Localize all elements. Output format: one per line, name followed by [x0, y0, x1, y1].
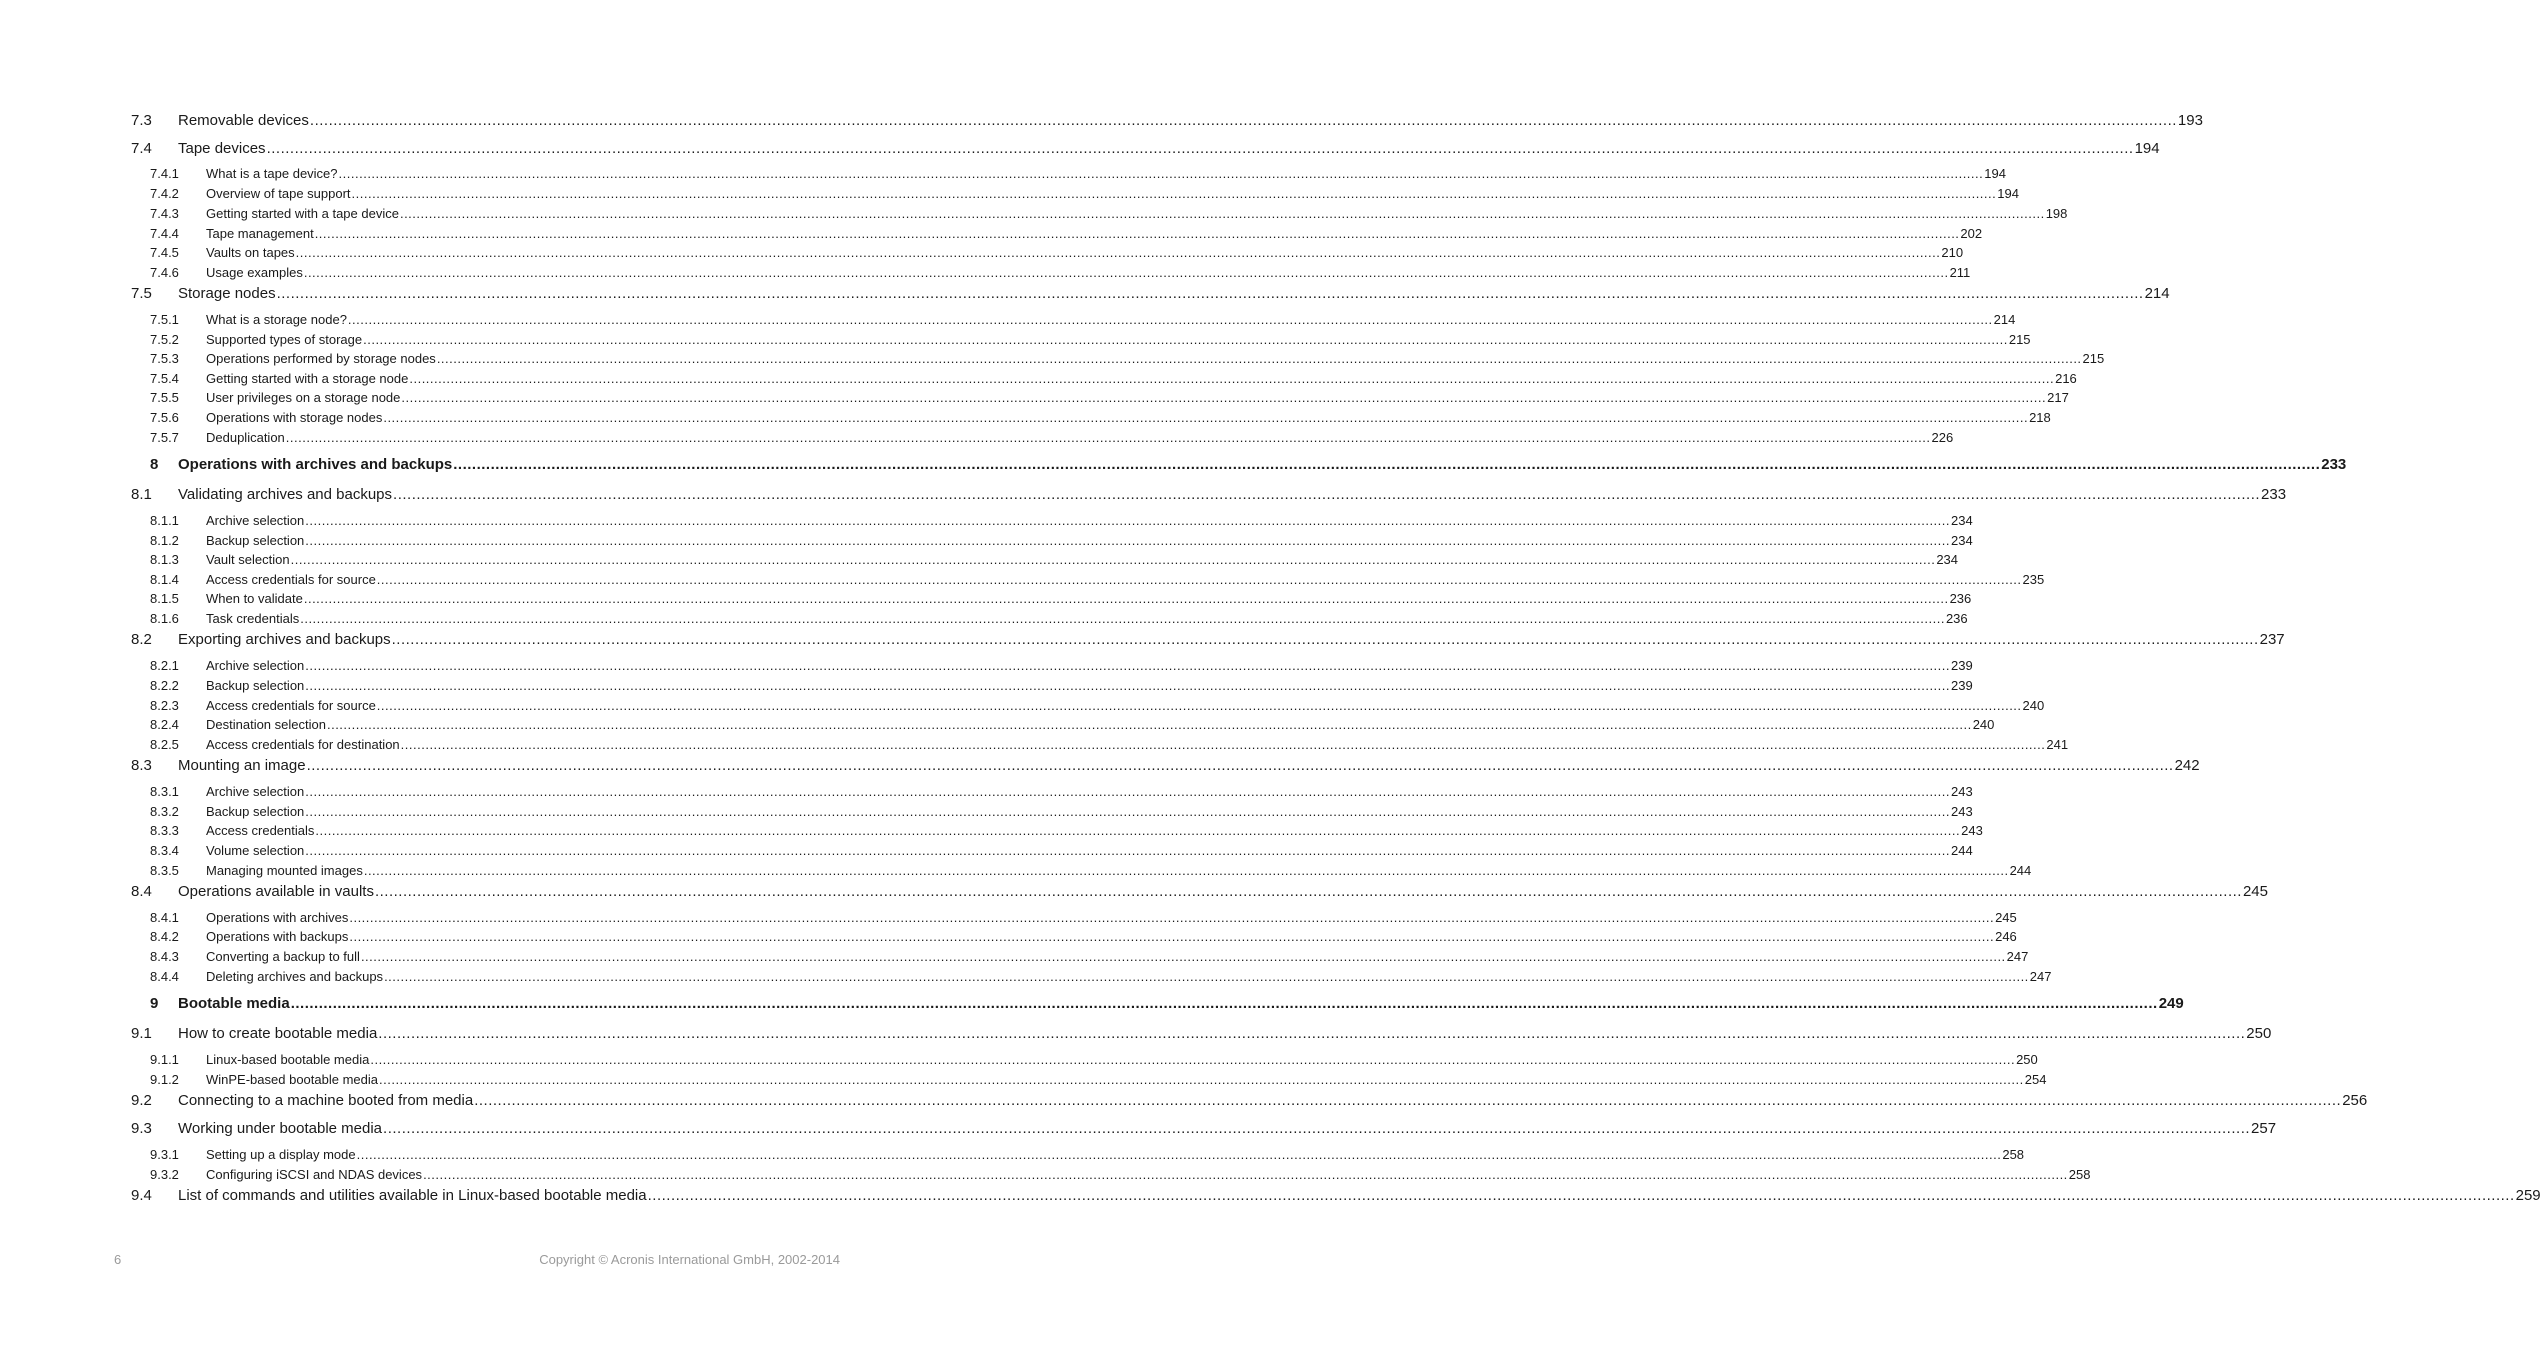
toc-dot-leader: ................................................................................................................................................................................................................................................................................................................................................................................................................ — [303, 591, 1949, 606]
toc-entry[interactable] — [0, 823, 1983, 838]
toc-entry[interactable] — [0, 910, 2017, 925]
toc-entry[interactable] — [0, 351, 2105, 366]
toc-entry-title: Archive selection — [206, 658, 305, 673]
toc-dot-leader: ................................................................................................................................................................................................................................................................................................................................................................................................................ — [349, 910, 1995, 925]
toc-entry-number: 8.1 — [131, 486, 152, 503]
toc-entry[interactable] — [0, 371, 2077, 386]
toc-dot-leader: ................................................................................................................................................................................................................................................................................................................................................................................................................ — [300, 611, 1945, 626]
toc-entry-title: Deduplication — [206, 430, 285, 445]
toc-entry-page: 247 — [2006, 949, 2029, 964]
toc-dot-leader: ................................................................................................................................................................................................................................................................................................................................................................................................................ — [305, 804, 1951, 819]
toc-entry-title: Tape management — [206, 226, 314, 241]
toc-entry-page: 234 — [1936, 552, 1959, 567]
toc-dot-leader: ................................................................................................................................................................................................................................................................................................................................................................................................................ — [378, 1025, 2246, 1042]
toc-entry-number: 8.1.4 — [150, 572, 179, 587]
toc-entry-number: 9.4 — [131, 1187, 152, 1204]
toc-entry[interactable] — [0, 456, 2347, 473]
toc-dot-leader: ................................................................................................................................................................................................................................................................................................................................................................................................................ — [314, 226, 1960, 241]
toc-entry-number: 7.4.3 — [150, 206, 179, 221]
toc-entry-page: 257 — [2251, 1120, 2277, 1137]
toc-dot-leader: ................................................................................................................................................................................................................................................................................................................................................................................................................ — [379, 1072, 2024, 1087]
toc-entry[interactable] — [0, 717, 1995, 732]
toc-entry-page: 194 — [2134, 140, 2160, 157]
toc-entry-title: Archive selection — [206, 513, 305, 528]
toc-entry[interactable] — [0, 1052, 2038, 1067]
toc-entry[interactable] — [0, 312, 2016, 327]
toc-entry-number: 7.5.2 — [150, 332, 179, 347]
toc-entry-title: Backup selection — [206, 678, 305, 693]
toc-entry-title: Removable devices — [178, 112, 309, 129]
toc-dot-leader: ................................................................................................................................................................................................................................................................................................................................................................................................................ — [276, 285, 2144, 302]
toc-dot-leader: ................................................................................................................................................................................................................................................................................................................................................................................................................ — [363, 863, 2009, 878]
toc-entry-number: 7.5.4 — [150, 371, 179, 386]
toc-dot-leader: ................................................................................................................................................................................................................................................................................................................................................................................................................ — [453, 456, 2321, 473]
toc-entry-title: Vaults on tapes — [206, 245, 295, 260]
toc-entry-title: User privileges on a storage node — [206, 390, 401, 405]
toc-entry-title: What is a tape device? — [206, 166, 338, 181]
toc-entry-page: 234 — [1951, 533, 1973, 548]
toc-dot-leader: ................................................................................................................................................................................................................................................................................................................................................................................................................ — [384, 969, 2029, 984]
toc-dot-leader: ................................................................................................................................................................................................................................................................................................................................................................................................................ — [305, 533, 1951, 548]
toc-dot-leader: ................................................................................................................................................................................................................................................................................................................................................................................................................ — [290, 995, 2158, 1012]
toc-dot-leader: ................................................................................................................................................................................................................................................................................................................................................................................................................ — [383, 1120, 2251, 1137]
toc-entry-page: 235 — [2022, 572, 2045, 587]
toc-entry-page: 233 — [2261, 486, 2287, 503]
toc-entry-number: 8.2.1 — [150, 658, 179, 673]
toc-entry[interactable] — [0, 949, 2029, 964]
toc-entry-number: 8.2.3 — [150, 698, 179, 713]
toc-entry-page: 258 — [2068, 1167, 2091, 1182]
toc-entry-page: 216 — [2055, 371, 2077, 386]
toc-entry-number: 8.2.2 — [150, 678, 179, 693]
toc-entry-page: 239 — [1951, 678, 1973, 693]
toc-entry-page: 244 — [1951, 843, 1973, 858]
toc-entry-title: Deleting archives and backups — [206, 969, 384, 984]
toc-dot-leader: ................................................................................................................................................................................................................................................................................................................................................................................................................ — [370, 1052, 2016, 1067]
toc-entry-title: Backup selection — [206, 533, 305, 548]
toc-dot-leader: ................................................................................................................................................................................................................................................................................................................................................................................................................ — [374, 883, 2242, 900]
toc-entry-title: Operations with archives and backups — [178, 456, 453, 473]
toc-entry-number: 7.4.4 — [150, 226, 179, 241]
toc-entry-number: 9.3.1 — [150, 1147, 179, 1162]
toc-entry-title: Operations available in vaults — [178, 883, 374, 900]
toc-entry-number: 8.1.2 — [150, 533, 179, 548]
toc-entry-page: 243 — [1951, 784, 1973, 799]
toc-entry-number: 8.4 — [131, 883, 152, 900]
toc-entry[interactable] — [0, 1147, 2025, 1162]
toc-entry-page: 247 — [2029, 969, 2052, 984]
toc-entry-page: 234 — [1951, 513, 1973, 528]
toc-entry[interactable] — [0, 140, 2160, 157]
toc-dot-leader: ................................................................................................................................................................................................................................................................................................................................................................................................................ — [349, 929, 1995, 944]
toc-entry[interactable] — [0, 245, 1964, 260]
toc-entry-number: 8 — [150, 456, 159, 473]
toc-entry-number: 8.3 — [131, 757, 152, 774]
toc-entry[interactable] — [0, 631, 2285, 648]
toc-entry[interactable] — [0, 611, 1968, 626]
toc-entry-title: Mounting an image — [178, 757, 306, 774]
toc-entry[interactable] — [0, 410, 2051, 425]
toc-entry[interactable] — [0, 186, 2019, 201]
toc-entry-title: Getting started with a storage node — [206, 371, 409, 386]
toc-entry[interactable] — [0, 572, 2045, 587]
toc-entry-title: Access credentials for source — [206, 572, 376, 587]
toc-entry-number: 8.3.4 — [150, 843, 179, 858]
toc-entry-title: Configuring iSCSI and NDAS devices — [206, 1167, 423, 1182]
toc-entry-number: 9.1.2 — [150, 1072, 179, 1087]
toc-entry[interactable] — [0, 698, 2045, 713]
toc-entry[interactable] — [0, 843, 1973, 858]
toc-entry-page: 194 — [1984, 166, 2006, 181]
toc-dot-leader: ................................................................................................................................................................................................................................................................................................................................................................................................................ — [409, 371, 2055, 386]
toc-dot-leader: ................................................................................................................................................................................................................................................................................................................................................................................................................ — [393, 486, 2261, 503]
toc-dot-leader: ................................................................................................................................................................................................................................................................................................................................................................................................................ — [285, 430, 1931, 445]
toc-entry-page: 241 — [2046, 737, 2069, 752]
toc-entry[interactable] — [0, 737, 2069, 752]
toc-entry-number: 7.3 — [131, 112, 152, 129]
toc-entry-title: Volume selection — [206, 843, 305, 858]
toc-dot-leader: ................................................................................................................................................................................................................................................................................................................................................................................................................ — [399, 206, 2045, 221]
toc-entry[interactable] — [0, 552, 1959, 567]
toc-entry-page: 217 — [2047, 390, 2069, 405]
toc-entry-number: 7.4.2 — [150, 186, 179, 201]
toc-dot-leader: ................................................................................................................................................................................................................................................................................................................................................................................................................ — [305, 784, 1951, 799]
toc-entry-number: 9 — [150, 995, 159, 1012]
toc-entry[interactable] — [0, 390, 2069, 405]
toc-dot-leader: ................................................................................................................................................................................................................................................................................................................................................................................................................ — [351, 186, 1997, 201]
toc-entry-number: 8.2.5 — [150, 737, 179, 752]
toc-dot-leader: ................................................................................................................................................................................................................................................................................................................................................................................................................ — [295, 245, 1941, 260]
toc-entry[interactable] — [0, 1187, 2541, 1204]
toc-entry-page: 198 — [2045, 206, 2068, 221]
toc-entry-title: Supported types of storage — [206, 332, 363, 347]
toc-entry-title: Bootable media — [178, 995, 290, 1012]
toc-entry-page: 249 — [2158, 995, 2184, 1012]
toc-entry-number: 8.4.3 — [150, 949, 179, 964]
toc-dot-leader: ................................................................................................................................................................................................................................................................................................................................................................................................................ — [309, 112, 2177, 129]
toc-entry-page: 250 — [2246, 1025, 2272, 1042]
toc-entry-page: 236 — [1949, 591, 1972, 606]
toc-entry-page: 254 — [2024, 1072, 2047, 1087]
toc-entry-number: 8.2.4 — [150, 717, 179, 732]
toc-entry-page: 245 — [2242, 883, 2268, 900]
toc-entry-page: 237 — [2259, 631, 2285, 648]
toc-entry-title: Converting a backup to full — [206, 949, 360, 964]
toc-entry-title: Setting up a display mode — [206, 1147, 356, 1162]
toc-entry-title: Exporting archives and backups — [178, 631, 391, 648]
toc-entry-title: Validating archives and backups — [178, 486, 393, 503]
toc-entry-page: 233 — [2321, 456, 2347, 473]
toc-entry-number: 8.3.1 — [150, 784, 179, 799]
toc-entry[interactable] — [0, 332, 2031, 347]
toc-dot-leader: ................................................................................................................................................................................................................................................................................................................................................................................................................ — [401, 390, 2047, 405]
toc-entry[interactable] — [0, 1092, 2368, 1109]
toc-entry-title: Operations with backups — [206, 929, 349, 944]
toc-entry-number: 8.1.6 — [150, 611, 179, 626]
toc-entry[interactable] — [0, 863, 2032, 878]
toc-entry-number: 7.4.6 — [150, 265, 179, 280]
toc-dot-leader: ................................................................................................................................................................................................................................................................................................................................................................................................................ — [305, 843, 1951, 858]
toc-entry-title: Overview of tape support — [206, 186, 351, 201]
toc-entry-page: 194 — [1997, 186, 2019, 201]
toc-entry-title: Getting started with a tape device — [206, 206, 399, 221]
toc-entry-number: 9.3.2 — [150, 1167, 179, 1182]
toc-entry-number: 7.4.1 — [150, 166, 179, 181]
toc-entry-number: 8.4.1 — [150, 910, 179, 925]
toc-entry[interactable] — [0, 784, 1973, 799]
toc-entry-number: 7.5.7 — [150, 430, 179, 445]
toc-entry[interactable] — [0, 1120, 2277, 1137]
toc-entry[interactable] — [0, 166, 2006, 181]
toc-entry-number: 8.3.3 — [150, 823, 179, 838]
toc-entry-page: 202 — [1960, 226, 1983, 241]
toc-entry-page: 239 — [1951, 658, 1973, 673]
toc-entry-number: 8.2 — [131, 631, 152, 648]
toc-entry[interactable] — [0, 591, 1972, 606]
toc-dot-leader: ................................................................................................................................................................................................................................................................................................................................................................................................................ — [303, 265, 1949, 280]
toc-entry[interactable] — [0, 1072, 2047, 1087]
toc-entry-page: 240 — [2022, 698, 2045, 713]
toc-entry-number: 9.1 — [131, 1025, 152, 1042]
toc-entry[interactable] — [0, 533, 1973, 548]
toc-entry-title: What is a storage node? — [206, 312, 347, 327]
toc-entry-number: 8.1.3 — [150, 552, 179, 567]
toc-entry[interactable] — [0, 757, 2200, 774]
toc-dot-leader: ................................................................................................................................................................................................................................................................................................................................................................................................................ — [315, 823, 1961, 838]
toc-entry-number: 7.5 — [131, 285, 152, 302]
toc-entry[interactable] — [0, 969, 2052, 984]
toc-entry-page: 193 — [2177, 112, 2203, 129]
toc-entry[interactable] — [0, 1025, 2272, 1042]
toc-entry-page: 245 — [1995, 910, 2017, 925]
toc-entry-page: 210 — [1941, 245, 1964, 260]
toc-entry-title: Tape devices — [178, 140, 266, 157]
toc-dot-leader: ................................................................................................................................................................................................................................................................................................................................................................................................................ — [376, 698, 2022, 713]
toc-dot-leader: ................................................................................................................................................................................................................................................................................................................................................................................................................ — [360, 949, 2006, 964]
toc-dot-leader: ................................................................................................................................................................................................................................................................................................................................................................................................................ — [474, 1092, 2342, 1109]
toc-dot-leader: ................................................................................................................................................................................................................................................................................................................................................................................................................ — [376, 572, 2022, 587]
toc-entry[interactable] — [0, 995, 2184, 1012]
toc-dot-leader: ................................................................................................................................................................................................................................................................................................................................................................................................................ — [338, 166, 1984, 181]
toc-entry-title: Task credentials — [206, 611, 300, 626]
toc-entry-title: When to validate — [206, 591, 303, 606]
toc-entry-number: 9.2 — [131, 1092, 152, 1109]
toc-entry-number: 8.1.1 — [150, 513, 179, 528]
toc-entry-page: 242 — [2174, 757, 2200, 774]
toc-dot-leader: ................................................................................................................................................................................................................................................................................................................................................................................................................ — [391, 631, 2259, 648]
toc-entry-title: Access credentials — [206, 823, 315, 838]
toc-entry-number: 8.3.2 — [150, 804, 179, 819]
toc-entry-title: Destination selection — [206, 717, 326, 732]
toc-entry-number: 8.4.2 — [150, 929, 179, 944]
footer-copyright: Copyright © Acronis International GmbH, 2002-2014 — [539, 1252, 840, 1267]
toc-entry-page: 246 — [1995, 929, 2017, 944]
toc-entry-title: Usage examples — [206, 265, 303, 280]
toc-entry-page: 259 — [2515, 1187, 2541, 1204]
toc-entry-title: Working under bootable media — [178, 1120, 383, 1137]
toc-entry[interactable] — [0, 1167, 2091, 1182]
toc-entry-title: Access credentials for source — [206, 698, 376, 713]
toc-entry-number: 9.3 — [131, 1120, 152, 1137]
toc-entry[interactable] — [0, 804, 1973, 819]
toc-dot-leader: ................................................................................................................................................................................................................................................................................................................................................................................................................ — [306, 757, 2174, 774]
toc-entry[interactable] — [0, 678, 1973, 693]
toc-dot-leader: ................................................................................................................................................................................................................................................................................................................................................................................................................ — [400, 737, 2046, 752]
toc-entry-title: Operations with storage nodes — [206, 410, 383, 425]
toc-entry-page: 226 — [1931, 430, 1954, 445]
footer-page-number: 6 — [114, 1252, 122, 1267]
toc-dot-leader: ................................................................................................................................................................................................................................................................................................................................................................................................................ — [305, 658, 1951, 673]
toc-entry[interactable] — [0, 430, 1954, 445]
toc-dot-leader: ................................................................................................................................................................................................................................................................................................................................................................................................................ — [305, 678, 1951, 693]
toc-entry-page: 256 — [2342, 1092, 2368, 1109]
toc-entry-page: 243 — [1961, 823, 1983, 838]
toc-entry-page: 236 — [1945, 611, 1968, 626]
toc-entry-title: Vault selection — [206, 552, 290, 567]
toc-entry-title: List of commands and utilities available in Linux-based bootable media — [178, 1187, 647, 1204]
toc-entry-number: 7.5.6 — [150, 410, 179, 425]
toc-entry-page: 244 — [2009, 863, 2032, 878]
toc-entry-title: Storage nodes — [178, 285, 276, 302]
toc-entry-title: Archive selection — [206, 784, 305, 799]
toc-entry[interactable] — [0, 226, 1983, 241]
toc-entry-title: Access credentials for destination — [206, 737, 400, 752]
toc-entry-page: 243 — [1951, 804, 1973, 819]
toc-entry-title: Connecting to a machine booted from media — [178, 1092, 474, 1109]
toc-entry[interactable] — [0, 486, 2287, 503]
toc-entry-page: 250 — [2016, 1052, 2038, 1067]
toc-entry-page: 240 — [1972, 717, 1995, 732]
toc-dot-leader: ................................................................................................................................................................................................................................................................................................................................................................................................................ — [347, 312, 1993, 327]
toc-entry-number: 7.4 — [131, 140, 152, 157]
toc-entry-page: 215 — [2008, 332, 2031, 347]
toc-entry-title: WinPE-based bootable media — [206, 1072, 378, 1087]
toc-entry[interactable] — [0, 929, 2017, 944]
toc-dot-leader: ................................................................................................................................................................................................................................................................................................................................................................................................................ — [266, 140, 2134, 157]
toc-entry-page: 218 — [2029, 410, 2051, 425]
toc-entry-page: 214 — [1993, 312, 2016, 327]
toc-entry-number: 8.3.5 — [150, 863, 179, 878]
toc-entry-title: How to create bootable media — [178, 1025, 378, 1042]
toc-dot-leader: ................................................................................................................................................................................................................................................................................................................................................................................................................ — [326, 717, 1972, 732]
toc-entry-page: 211 — [1949, 265, 1971, 280]
toc-entry[interactable] — [0, 285, 2170, 302]
toc-entry-title: Operations performed by storage nodes — [206, 351, 436, 366]
toc-entry-page: 214 — [2144, 285, 2170, 302]
toc-dot-leader: ................................................................................................................................................................................................................................................................................................................................................................................................................ — [305, 513, 1951, 528]
toc-entry[interactable] — [0, 265, 1971, 280]
toc-entry-number: 7.5.1 — [150, 312, 179, 327]
toc-dot-leader: ................................................................................................................................................................................................................................................................................................................................................................................................................ — [423, 1167, 2068, 1182]
toc-entry[interactable] — [0, 112, 2203, 129]
toc-dot-leader: ................................................................................................................................................................................................................................................................................................................................................................................................................ — [363, 332, 2008, 347]
toc-entry-number: 8.1.5 — [150, 591, 179, 606]
toc-dot-leader: ................................................................................................................................................................................................................................................................................................................................................................................................................ — [383, 410, 2029, 425]
toc-entry-title: Backup selection — [206, 804, 305, 819]
toc-entry-title: Managing mounted images — [206, 863, 363, 878]
toc-dot-leader: ................................................................................................................................................................................................................................................................................................................................................................................................................ — [436, 351, 2082, 366]
toc-entry-number: 7.5.3 — [150, 351, 179, 366]
toc-dot-leader: ................................................................................................................................................................................................................................................................................................................................................................................................................ — [356, 1147, 2002, 1162]
toc-entry-number: 9.1.1 — [150, 1052, 179, 1067]
toc-entry[interactable] — [0, 513, 1973, 528]
toc-entry-page: 258 — [2002, 1147, 2025, 1162]
toc-entry-title: Operations with archives — [206, 910, 349, 925]
toc-entry-page: 215 — [2082, 351, 2105, 366]
toc-dot-leader: ................................................................................................................................................................................................................................................................................................................................................................................................................ — [647, 1187, 2515, 1204]
toc-entry[interactable] — [0, 883, 2268, 900]
toc-entry-title: Linux-based bootable media — [206, 1052, 370, 1067]
toc-entry-number: 8.4.4 — [150, 969, 179, 984]
toc-entry-number: 7.5.5 — [150, 390, 179, 405]
toc-entry[interactable] — [0, 658, 1973, 673]
toc-dot-leader: ................................................................................................................................................................................................................................................................................................................................................................................................................ — [290, 552, 1936, 567]
toc-entry-number: 7.4.5 — [150, 245, 179, 260]
toc-entry[interactable] — [0, 206, 2068, 221]
